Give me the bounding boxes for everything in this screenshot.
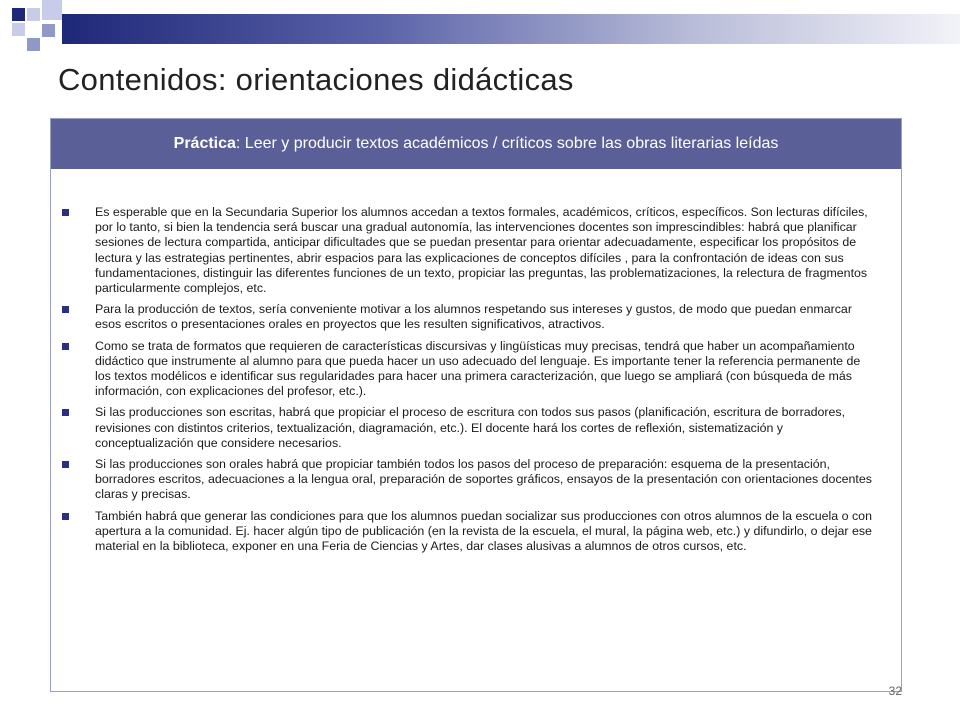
list-item <box>61 205 877 296</box>
list-item <box>61 509 877 555</box>
bullet-text: También habrá que generar las condiciones para que los alumnos puedan socializar sus producciones con otros alumnos de la escuela o con apertura a la comunidad. Ej. hacer algún tipo de publicación (en la revista de la escuela, el mural, la página web, etc.) y difundirlo, o dejar ese material en la biblioteca, exponer en una Feria de Ciencias y Artes, dar clases alusivas a alumnos de otros cursos, etc. <box>95 508 872 554</box>
bullet-square-icon <box>62 461 69 468</box>
list-item <box>61 457 877 503</box>
page-number: 32 <box>888 684 902 698</box>
bullet-text: Si las producciones son orales habrá que propiciar también todos los pasos del proceso de preparación: esquema de la presentación, borradores escritos, adecuaciones a la lengua oral, preparación de soportes gráficos, ensayos de la presentación con orientaciones docentes claras y precisas. <box>95 457 872 502</box>
bullet-text: Si las producciones son escritas, habrá que propiciar el proceso de escritura con todos sus pasos (planificación, escritura de borradores, revisiones con distintos criterios, textualización, diagramación, etc.). El docente hará los cortes de reflexión, sistematización y conceptualización que considere necesarios. <box>95 405 846 450</box>
decor-square-light <box>42 0 62 20</box>
decor-square-mid <box>27 38 40 51</box>
decor-square-mid <box>42 24 55 37</box>
decor-square-dark <box>12 8 25 21</box>
list-item <box>61 302 877 332</box>
content-box <box>50 118 902 692</box>
slide-title: Contenidos: orientaciones didácticas <box>58 62 574 97</box>
list-item <box>61 405 877 451</box>
box-header <box>51 119 901 169</box>
bullet-text: Para la producción de textos, sería conveniente motivar a los alumnos respetando sus intereses y gustos, de modo que puedan enmarcar esos escritos o presentaciones orales en proyectos que les resulten significativos, atractivos. <box>95 302 852 332</box>
top-gradient-bar <box>62 14 960 44</box>
bullet-square-icon <box>62 209 69 216</box>
decor-square-light <box>12 23 25 36</box>
bullet-square-icon <box>62 343 69 350</box>
list-item <box>61 339 877 400</box>
bullet-list <box>51 169 901 554</box>
box-header-text: : Leer y producir textos académicos / críticos sobre las obras literarias leídas <box>235 135 779 152</box>
bullet-square-icon <box>62 409 69 416</box>
bullet-text: Es esperable que en la Secundaria Superior los alumnos accedan a textos formales, académicos, críticos, específicos. Son lecturas difíciles, por lo tanto, si bien la tendencia será buscar una gradual autonomía, las intervenciones docentes son imprescindibles: habrá que planificar sesiones de lectura compartida, anticipar dificultades que se puedan presentar para orientar adecuadamente, especificar los propósitos de lectura y las estrategias pertinentes, abrir espacios para las explicaciones de conceptos difíciles , para la confrontación de ideas con sus fundamentaciones, distinguir las diferentes funciones de un texto, propiciar las preguntas, las problematizaciones, la relectura de fragmentos particularmente complejos, etc. <box>95 205 868 296</box>
bullet-text: Como se trata de formatos que requieren de características discursivas y lingüísticas muy precisas, tendrá que haber un acompañamiento didáctico que instrumente al alumno para que pueda hacer un uso adecuado del lenguaje. Es importante tener la referencia permanente de los textos modélicos e identificar sus regularidades para hacer una primera caracterización, que luego se ampliará (con búsqueda de más información, con explicaciones del profesor, etc.). <box>95 338 861 399</box>
box-header-bold: Práctica <box>173 135 236 152</box>
decor-square-light <box>27 8 40 21</box>
bullet-square-icon <box>62 306 69 313</box>
bullet-square-icon <box>62 513 69 520</box>
